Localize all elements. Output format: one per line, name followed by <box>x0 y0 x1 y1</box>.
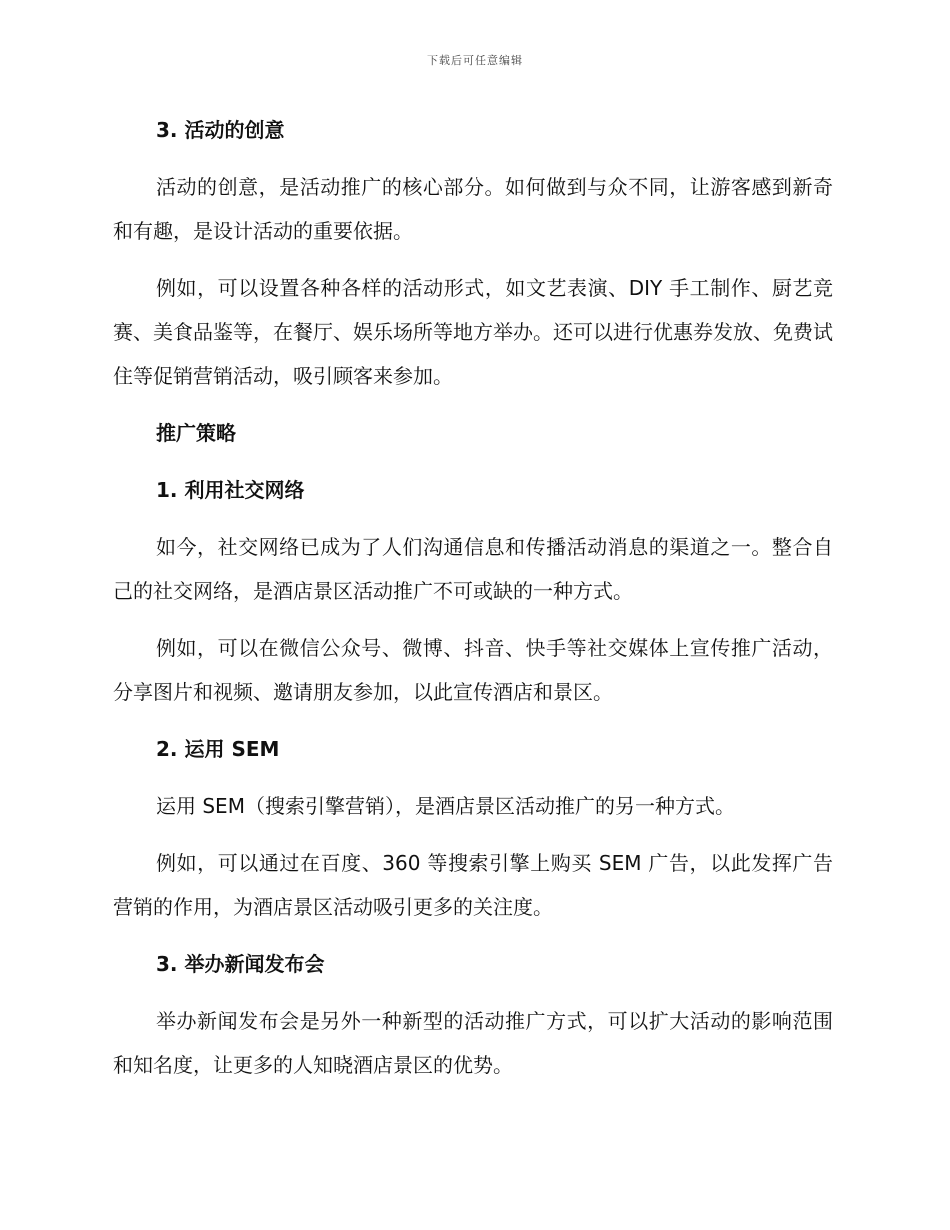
section-heading-sem: 2. 运用 SEM <box>156 737 280 761</box>
paragraph-creativity-examples: 例如，可以设置各种各样的活动形式，如文艺表演、DIY 手工制作、厨艺竞赛、美食品鉴等，在餐厅、娱乐场所等地方举办。还可以进行优惠券发放、免费试住等促销营销活动，吸引顾客来参加。 <box>113 276 833 388</box>
paragraph-press-conference: 举办新闻发布会是另外一种新型的活动推广方式，可以扩大活动的影响范围和知名度，让更多的人知晓酒店景区的优势。 <box>113 1009 833 1077</box>
paragraph-creativity-intro: 活动的创意，是活动推广的核心部分。如何做到与众不同，让游客感到新奇和有趣，是设计活动的重要依据。 <box>113 175 833 243</box>
paragraph-sem-intro: 运用 SEM（搜索引擎营销），是酒店景区活动推广的另一种方式。 <box>156 794 735 818</box>
section-heading-activity-creativity: 3. 活动的创意 <box>156 118 285 142</box>
section-heading-promotion-strategy: 推广策略 <box>156 421 236 445</box>
page-header-note: 下载后可任意编辑 <box>427 54 523 67</box>
paragraph-social-network-intro: 如今，社交网络已成为了人们沟通信息和传播活动消息的渠道之一。整合自己的社交网络，是酒店景区活动推广不可或缺的一种方式。 <box>113 535 833 603</box>
section-heading-social-network: 1. 利用社交网络 <box>156 478 305 502</box>
document-body <box>113 108 833 1100</box>
paragraph-social-network-examples: 例如，可以在微信公众号、微博、抖音、快手等社交媒体上宣传推广活动，分享图片和视频、邀请朋友参加，以此宣传酒店和景区。 <box>113 636 833 704</box>
paragraph-sem-examples: 例如，可以通过在百度、360 等搜索引擎上购买 SEM 广告，以此发挥广告营销的作用，为酒店景区活动吸引更多的关注度。 <box>113 851 833 919</box>
section-heading-press-conference: 3. 举办新闻发布会 <box>156 952 325 976</box>
